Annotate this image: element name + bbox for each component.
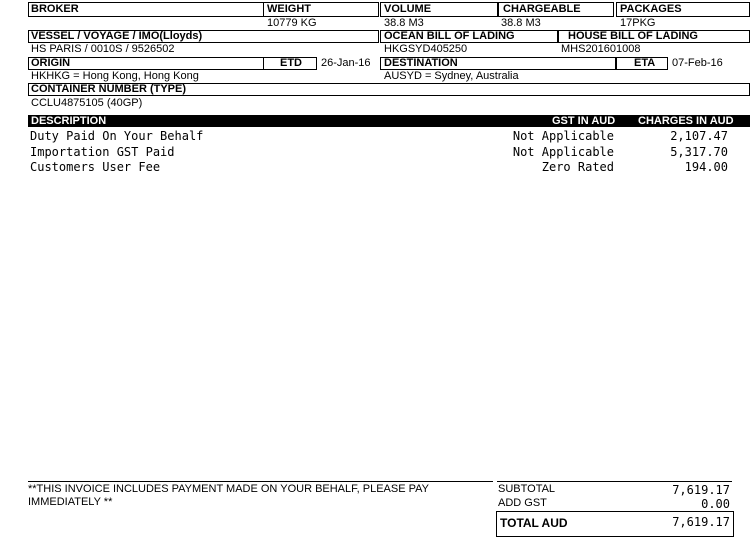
house-bl-value: MHS201601008 <box>561 43 641 55</box>
volume-value: 38.8 M3 <box>384 17 424 29</box>
gst-header: GST IN AUD <box>552 115 616 127</box>
gst-label: ADD GST <box>498 497 547 509</box>
charge-description: Customers User Fee <box>30 160 161 174</box>
totals-divider <box>497 481 732 482</box>
charge-amount: 194.00 <box>684 160 728 174</box>
charge-gst: Not Applicable <box>512 145 614 159</box>
packages-value: 17PKG <box>620 17 656 29</box>
description-header: DESCRIPTION <box>31 115 107 127</box>
destination-value: AUSYD = Sydney, Australia <box>384 70 519 82</box>
charge-description: Duty Paid On Your Behalf <box>30 129 204 143</box>
gst-value: 0.00 <box>701 497 730 511</box>
ocean-bl-label: OCEAN BILL OF LADING <box>384 30 515 42</box>
container-label: CONTAINER NUMBER (TYPE) <box>31 83 187 95</box>
destination-label: DESTINATION <box>384 57 458 69</box>
footer-divider <box>28 481 493 482</box>
charge-gst: Not Applicable <box>512 129 614 143</box>
eta-value: 07-Feb-16 <box>672 57 723 69</box>
subtotal-value: 7,619.17 <box>672 483 730 497</box>
eta-label: ETA <box>634 57 656 69</box>
origin-label: ORIGIN <box>31 57 71 69</box>
charge-amount: 5,317.70 <box>670 145 728 159</box>
broker-label: BROKER <box>31 3 79 15</box>
packages-label: PACKAGES <box>620 3 682 15</box>
vessel-value: HS PARIS / 0010S / 9526502 <box>31 43 175 55</box>
chargeable-value: 38.8 M3 <box>501 17 541 29</box>
total-label: TOTAL AUD <box>500 516 568 530</box>
chargeable-label: CHARGEABLE <box>503 3 581 15</box>
total-value: 7,619.17 <box>672 515 730 529</box>
etd-label: ETD <box>280 57 302 69</box>
charge-amount: 2,107.47 <box>670 129 728 143</box>
charge-description: Importation GST Paid <box>30 145 175 159</box>
house-bl-label: HOUSE BILL OF LADING <box>568 30 698 42</box>
charge-gst: Zero Rated <box>541 160 614 174</box>
weight-value: 10779 KG <box>267 17 317 29</box>
weight-label: WEIGHT <box>267 3 311 15</box>
vessel-label: VESSEL / VOYAGE / IMO(Lloyds) <box>31 30 203 42</box>
etd-value: 26-Jan-16 <box>321 57 371 69</box>
origin-value: HKHKG = Hong Kong, Hong Kong <box>31 70 199 82</box>
ocean-bl-value: HKGSYD405250 <box>384 43 468 55</box>
charges-header-bar <box>28 115 750 127</box>
payment-note: **THIS INVOICE INCLUDES PAYMENT MADE ON YOUR BEHALF, PLEASE PAY IMMEDIATELY ** <box>28 483 429 508</box>
subtotal-label: SUBTOTAL <box>498 483 556 495</box>
charges-header: CHARGES IN AUD <box>638 115 734 127</box>
volume-label: VOLUME <box>384 3 432 15</box>
container-value: CCLU4875105 (40GP) <box>31 97 143 109</box>
